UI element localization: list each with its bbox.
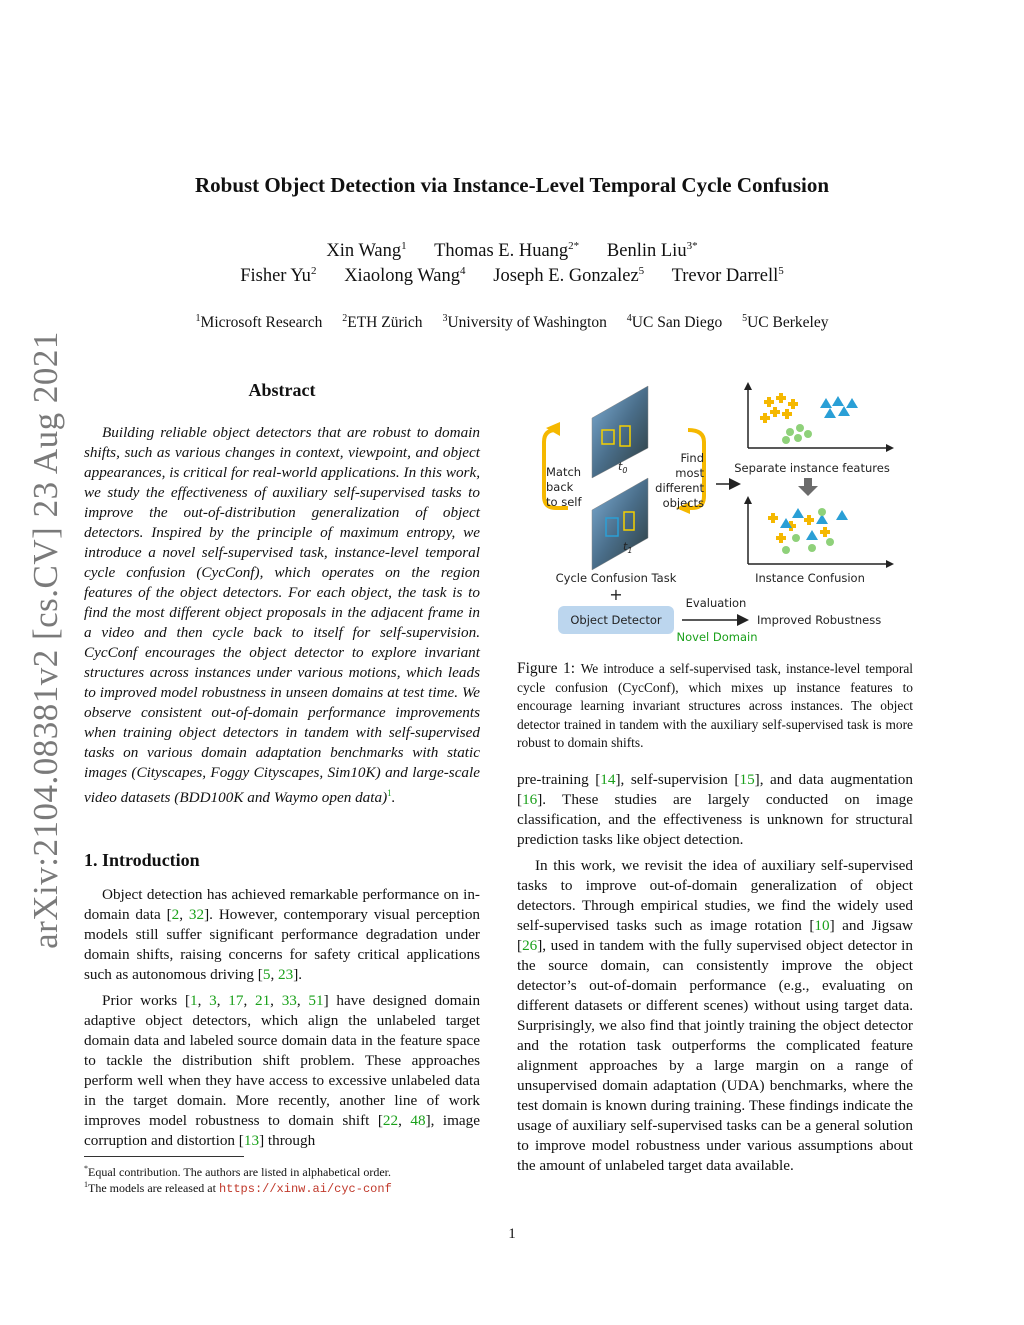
plus-sign: + bbox=[609, 585, 623, 604]
author: Xiaolong Wang$^4$ bbox=[344, 265, 466, 287]
evaluation-label: Evaluation bbox=[685, 596, 747, 610]
find-label-1: Find bbox=[680, 451, 704, 465]
separate-features-label: Separate instance features bbox=[734, 461, 890, 475]
citation-link[interactable]: 14 bbox=[600, 771, 616, 788]
citation-link[interactable]: 5 bbox=[262, 966, 271, 983]
author: Benlin Liu$^{3*}$ bbox=[606, 240, 698, 262]
match-label-2: back bbox=[546, 480, 574, 494]
code-url-link[interactable]: https://xinw.ai/cyc-conf bbox=[218, 1182, 392, 1196]
page-number: 1 bbox=[508, 1226, 516, 1242]
citation-link[interactable]: 51 bbox=[308, 992, 324, 1009]
author-row-1 bbox=[0, 240, 1024, 262]
author-row-2 bbox=[0, 265, 1024, 287]
author: Xin Wang$^1$ bbox=[326, 240, 407, 262]
citation-link[interactable]: 3 bbox=[209, 992, 217, 1009]
abstract-heading: Abstract bbox=[248, 380, 316, 400]
intro-body bbox=[84, 885, 480, 1157]
affiliation: $^4$UC San Diego bbox=[626, 313, 723, 332]
author: Fisher Yu$^2$ bbox=[240, 265, 317, 287]
affiliations bbox=[0, 313, 1024, 332]
find-label-4: objects bbox=[662, 496, 704, 510]
footnote-rule bbox=[84, 1156, 244, 1157]
citation-link[interactable]: 10 bbox=[814, 917, 830, 934]
author: Thomas E. Huang$^{2*}$ bbox=[434, 240, 580, 262]
citation-link[interactable]: 16 bbox=[522, 791, 538, 808]
abstract-text: Building reliable object detectors that are robust to domain shifts, such as various changes in context, viewpoint, and object appearances, is critical for real-world applications. In this work, we study the effectiveness of auxiliary self-supervised tasks to improve the out-of-distribution generalization of object detectors. Inspired by the principle of maximum entropy, we introduce a novel self-supervised task, instance-level temporal cycle confusion (CycConf), which operates on the region features of the object detectors. For each object, the task is to find the most different object proposals in the adjacent frame in a video and then cycle back to itself for self-supervision. CycConf encourages the object detector to explore invariant structures across instances under various motions, which leads to improved model robustness in unseen domains at test time. We observe consistent out-of-domain performance improvements when training object detectors in tandem with self-supervised tasks on various domain adaptation benchmarks with static images (Cityscapes, Foggy Cityscapes, Sim10K) and large-scale video datasets (BDD100K and Waymo open data)$^1$. bbox=[84, 424, 480, 807]
figure-1-caption: Figure 1: We introduce a self-supervised task, instance-level temporal cycle confusion (CycConf), which mixes up instance features to encourage learning invariant structures across instances. The object detector trained in tandem with the auxiliary self-supervised task is more robust to domain shifts. bbox=[517, 660, 913, 750]
intro-heading: 1. Introduction bbox=[84, 850, 200, 870]
caption-label: Figure 1: bbox=[517, 660, 581, 677]
cycle-task-label: Cycle Confusion Task bbox=[555, 571, 677, 585]
author: Joseph E. Gonzalez$^5$ bbox=[493, 265, 645, 287]
citation-link[interactable]: 1 bbox=[190, 992, 198, 1009]
footnote-mark[interactable]: 1 bbox=[387, 788, 392, 798]
scatter-confusion bbox=[744, 496, 894, 568]
affiliation: $^5$UC Berkeley bbox=[742, 313, 829, 332]
find-label-3: different bbox=[655, 481, 704, 495]
down-arrow-icon bbox=[798, 478, 818, 496]
find-label-2: most bbox=[675, 466, 704, 480]
figure-1-diagram bbox=[520, 378, 920, 648]
citation-link[interactable]: 15 bbox=[739, 771, 755, 788]
object-detector-label: Object Detector bbox=[570, 613, 662, 627]
citation-link[interactable]: 23 bbox=[278, 966, 294, 983]
affiliation: $^3$University of Washington bbox=[442, 313, 607, 332]
instance-confusion-label: Instance Confusion bbox=[755, 571, 865, 585]
match-label-3: to self bbox=[546, 495, 582, 509]
citation-link[interactable]: 17 bbox=[228, 992, 244, 1009]
video-frame-t1 bbox=[592, 478, 648, 570]
paper-title: Robust Object Detection via Instance-Level Temporal Cycle Confusion bbox=[194, 173, 830, 197]
citation-link[interactable]: 22 bbox=[382, 1112, 399, 1129]
improved-robustness-label: Improved Robustness bbox=[757, 613, 882, 627]
citation-link[interactable]: 48 bbox=[410, 1112, 426, 1129]
citation-link[interactable]: 13 bbox=[243, 1132, 260, 1149]
paragraph: pre-training [14], self-supervision [15], and data augmentation [16]. These studies are largely conducted on image classification, and the effectiveness is unknown for structural prediction tasks like object detection. bbox=[517, 771, 913, 848]
time-label-t0: $t_0$ bbox=[618, 460, 628, 475]
arxiv-identifier: arXiv:2104.08381v2 [cs.CV] 23 Aug 2021 bbox=[26, 331, 65, 949]
affiliation: $^2$ETH Zürich bbox=[342, 313, 423, 332]
citation-link[interactable]: 26 bbox=[522, 937, 538, 954]
citation-link[interactable]: 2 bbox=[171, 906, 180, 923]
paragraph: In this work, we revisit the idea of auxiliary self-supervised tasks to improve out-of-domain generalization of object detectors. Through empirical studies, we find the widely used self-supervised tasks such as image rotation [10] and Jigsaw [26], used in tandem with the fully supervised object detector in the source domain, can consistently improve the object detector’s out-of-domain performance (e.g., evaluating on different datasets or different scenes) without using target data. Surprisingly, we also find that jointly training the object detector and the rotation task outperforms the complicated feature alignment approaches by a large margin on a range of unsupervised domain adaptation (UDA) benchmarks, where the test domain is known during training. These findings indicate the usage of auxiliary self-supervised tasks can be a general solution to improve model robustness under various assumptions about the amount of unlabeled target data available. bbox=[517, 857, 913, 1174]
scatter-separate bbox=[744, 382, 894, 452]
citation-link[interactable]: 33 bbox=[281, 992, 297, 1009]
right-column-body bbox=[517, 770, 913, 1182]
author: Trevor Darrell$^5$ bbox=[671, 265, 784, 287]
paragraph: Object detection has achieved remarkable performance on in-domain data [2, 32]. However, contemporary visual perception models still suffer significant performance degradation under domain shifts, raising concerns for safety critical applications such as autonomous driving [5, 23]. bbox=[84, 886, 481, 983]
match-label-1: Match bbox=[546, 465, 582, 479]
time-label-t1: $t_1$ bbox=[623, 540, 633, 555]
affiliation: $^1$Microsoft Research bbox=[195, 313, 323, 332]
citation-link[interactable]: 32 bbox=[188, 906, 205, 923]
footnote-2: $^1$The models are released at https://xinw.ai/cyc-conf bbox=[84, 1180, 392, 1196]
novel-domain-label: Novel Domain bbox=[676, 630, 758, 644]
footnote-1: *Equal contribution. The authors are listed in alphabetical order. bbox=[84, 1164, 392, 1179]
citation-link[interactable]: 21 bbox=[254, 992, 271, 1009]
paragraph: Prior works [1, 3, 17, 21, 33, 51] have designed domain adaptive object detectors, which align the unlabeled target domain data and labeled source domain data in the feature space to tackle the distribution shift problem. These approaches perform well when they have access to excessive unlabeled data in the target domain. More recently, another line of work improves model robustness to domain shift [22, 48], image corruption and distortion [13] through bbox=[84, 992, 481, 1149]
